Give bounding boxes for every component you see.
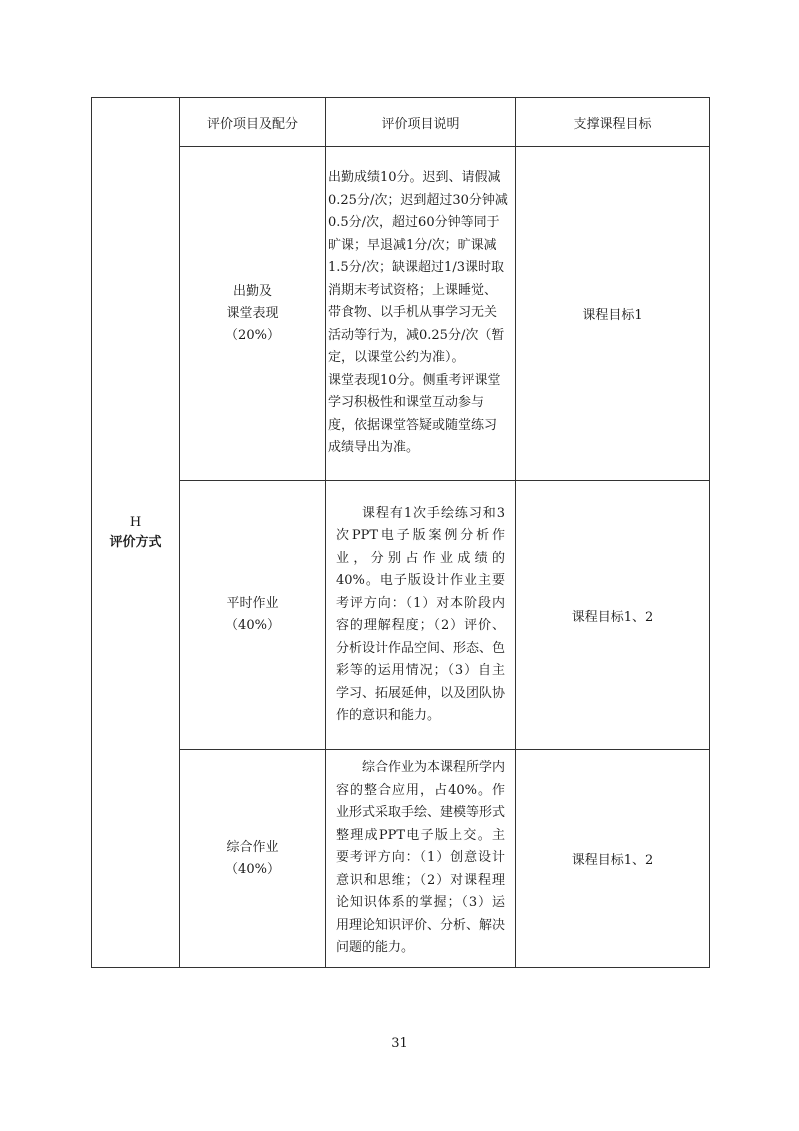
header-target: 支撑课程目标: [516, 98, 710, 147]
description-line: 出勤成绩10分。迟到、请假减: [328, 170, 501, 186]
description-line: 带食物、以手机从事学习无关: [328, 305, 498, 321]
section-title: 评价方式: [109, 534, 162, 550]
description-line: 课堂表现10分。侧重考评课堂: [328, 372, 501, 388]
item-line: 出勤及: [232, 283, 272, 299]
header-item: 评价项目及配分: [180, 98, 326, 147]
description-line: 定，以课堂公约为准）。: [328, 350, 465, 366]
target-cell: 课程目标1: [516, 147, 710, 481]
item-line: 综合作业: [226, 839, 279, 855]
table-row: [92, 147, 710, 481]
description-line: 0.25分/次；迟到超过30分钟减: [328, 192, 508, 208]
description-line: 消期末考试资格；上课睡觉、: [328, 282, 498, 298]
section-cell: [92, 98, 180, 968]
description-cell: 课程有1次手绘练习和3次PPT电子版案例分析作业，分别占作业成绩的40%。电子版设计作业主要考评方向：（1）对本阶段内容的理解程度；（2）评价、分析设计作品空间、形态、色彩等的运用情况；（3）自主学习、拓展延伸，以及团队协作的意识和能力。: [326, 481, 516, 750]
description-line: 1.5分/次；缺课超过1/3课时取: [328, 260, 504, 276]
description-line: 成绩导出为准。: [328, 440, 420, 456]
header-row: [92, 98, 710, 147]
target-cell: 课程目标1、2: [516, 481, 710, 750]
page-number: 31: [391, 1036, 408, 1051]
description-line: 0.5分/次，超过60分钟等同于: [328, 215, 500, 231]
item-line: （40%）: [225, 618, 280, 633]
item-cell: [180, 481, 326, 750]
table-row: [92, 750, 710, 968]
section-code: H: [129, 514, 142, 530]
header-description: 评价项目说明: [326, 98, 516, 147]
item-line: 课堂表现: [226, 305, 279, 321]
description-cell: [326, 147, 516, 481]
item-cell: [180, 750, 326, 968]
table-row: [92, 481, 710, 750]
target-cell: 课程目标1、2: [516, 750, 710, 968]
description-line: 学习积极性和课堂互动参与: [328, 395, 485, 411]
description-line: 活动等行为，减0.25分/次（暂: [328, 327, 505, 343]
description-cell: 综合作业为本课程所学内容的整合应用，占40%。作业形式采取手绘、建模等形式整理成PPT电子版上交。主要考评方向：（1）创意设计意识和思维；（2）对课程理论知识体系的掌握；（3）运用理论知识评价、分析、解决问题的能力。: [326, 750, 516, 968]
item-line: （40%）: [225, 861, 280, 877]
item-cell: [180, 147, 326, 481]
item-line: （20%）: [225, 327, 280, 343]
description-line: 度，依据课堂答疑或随堂练习: [328, 417, 498, 433]
item-line: 平时作业: [226, 596, 279, 611]
description-line: 旷课；早退减1分/次；旷课减: [328, 237, 497, 253]
evaluation-table: [91, 97, 710, 968]
